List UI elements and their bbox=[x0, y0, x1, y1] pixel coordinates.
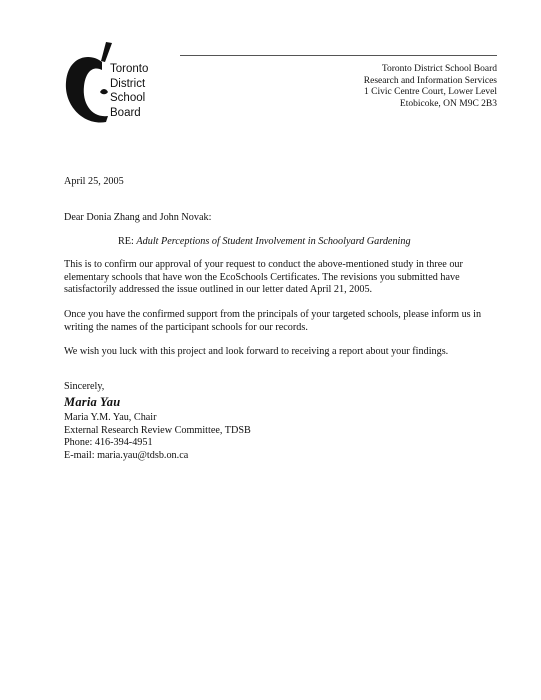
body-paragraph-1: This is to confirm our approval of your request to conduct the above-mentioned study in three our elementary schools that have won the EcoSchools Certificates. The revisions you submitted have satisfactorily addressed the issue outlined in our letter dated April 21, 2005. bbox=[64, 259, 463, 296]
subject-title: Adult Perceptions of Student Involvement in Schoolyard Gardening bbox=[136, 236, 411, 247]
address-line: Etobicoke, ON M9C 2B3 bbox=[399, 98, 497, 109]
salutation: Dear Donia Zhang and John Novak: bbox=[64, 212, 212, 223]
signer-phone: Phone: 416-394-4951 bbox=[64, 437, 153, 449]
logo-line: District bbox=[110, 77, 146, 90]
sender-address bbox=[364, 64, 497, 110]
letter-date: April 25, 2005 bbox=[64, 176, 124, 187]
logo-line: Board bbox=[110, 106, 141, 119]
body-paragraph-2: Once you have the confirmed support from the principals of your targeted schools, please inform us in writing the names of the participant schools for our records. bbox=[64, 309, 482, 333]
logo-wordmark bbox=[110, 62, 148, 120]
signature: Maria Yau bbox=[64, 395, 121, 409]
subject-line bbox=[118, 236, 411, 247]
closing: Sincerely, bbox=[64, 381, 105, 392]
tdsb-logo bbox=[62, 40, 182, 128]
subject-prefix: RE: bbox=[118, 236, 137, 247]
body-paragraph-3: We wish you luck with this project and look forward to receiving a report about your findings. bbox=[64, 346, 449, 357]
logo-line: Toronto bbox=[110, 63, 149, 75]
signer-email: E-mail: maria.yau@tdsb.on.ca bbox=[64, 449, 189, 461]
logo-line: School bbox=[110, 92, 146, 104]
address-line: 1 Civic Centre Court, Lower Level bbox=[364, 87, 497, 97]
signer-block bbox=[64, 412, 251, 462]
header-rule bbox=[180, 55, 497, 56]
address-line: Toronto District School Board bbox=[381, 64, 497, 74]
address-line: Research and Information Services bbox=[363, 75, 497, 86]
signer-name: Maria Y.M. Yau, Chair bbox=[64, 412, 157, 423]
signer-committee: External Research Review Committee, TDSB bbox=[64, 424, 251, 436]
